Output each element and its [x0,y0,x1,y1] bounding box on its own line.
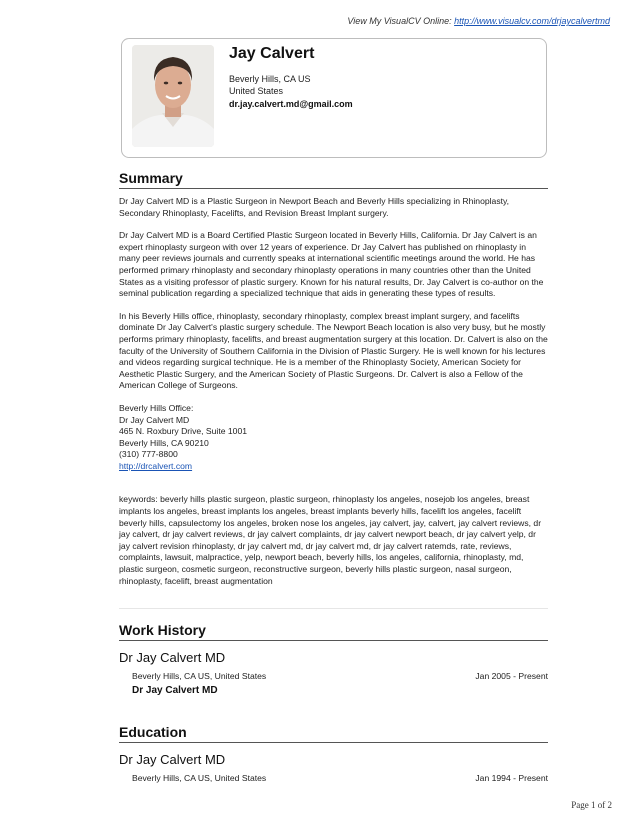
office-website-link[interactable]: http://drcalvert.com [119,460,193,471]
profile-country: United States [229,86,284,96]
education-entry-location: Beverly Hills, CA US, United States [132,773,267,783]
page-number: Page 1 of 2 [571,800,612,810]
section-divider [119,608,548,609]
office-name: Dr Jay Calvert MD [119,414,190,425]
summary-paragraph-3: In his Beverly Hills office, rhinoplasty, secondary rhinoplasty, complex breast implant surgery, and facelifts dominate Dr Jay Calvert's plastic surgery schedule. The Newport Beach location is also very busy, but he mostly performs primary rhinoplasty, facelifts, and breast augmentation surgery at this location. Dr. Calvert is also on the faculty of the University of Southern California in the Division of Plastic Surgery. He is well known for his lectures and videos regarding surgical technique. He is a member of the Rhinoplasty Society, American Society for Aesthetic Plastic Surgery, and the American Society of Plastic Surgeons. Dr. Calvert is also a Fellow of the American College of Surgeons. [119,310,548,391]
office-block [119,403,548,473]
profile-address [229,73,311,97]
summary-paragraph-2: Dr Jay Calvert MD is a Board Certified Plastic Surgeon located in Beverly Hills, California. Dr Jay Calvert is an expert rhinoplasty surgeon with over 12 years of experience. Dr Jay Calvert has published on rhinoplasty in many peer reviews journals and currently speaks at international scientific meetings around the world. He has performed primary rhinoplasty and secondary rhinoplasty operations in many countries other than the United States as a visiting professor of plastic surgery. Known for his natural results, Dr. Jay Calvert is co-author on the seminal publication regarding a specialized technique that aids in generating these types of results. [119,230,544,299]
work-entry-title: Dr Jay Calvert MD [119,650,226,665]
visualcv-link[interactable]: http://www.visualcv.com/drjaycalvertmd [454,16,610,26]
profile-card [121,38,547,158]
education-entry-meta [132,773,548,783]
profile-city: Beverly Hills, CA US [229,74,311,84]
profile-photo [132,45,214,147]
education-entry-dates: Jan 1994 - Present [475,773,548,783]
education-heading: Education [119,724,548,743]
work-entry-position: Dr Jay Calvert MD [132,685,218,696]
office-phone: (310) 777-8800 [119,449,178,460]
education-entry-title: Dr Jay Calvert MD [119,752,226,767]
work-entry-meta [132,671,548,681]
summary-keywords: keywords: beverly hills plastic surgeon, plastic surgeon, rhinoplasty los angeles, nosejob los angeles, breast implants los angeles, breast implants los angeles, breast implants beverly hills, facelift los angeles, facelift beverly hills, capsulectomy los angeles, broken nose los angeles, jay calvert, jay, calvert, jay calvert reviews, dr jay calvert, dr jay calvert reviews, dr jay calvert complaints, dr jay calvert newport beach, dr jay calvert yelp, dr jay calvert revision rhinoplasty, dr jay calvert md, dr jay calvert md, dr jay calvert ratemds, rate, reviews, complaints, lawsuit, malpractice, yelp, newport beach, beverly hills, los angeles, california, rhinoplasty, md, plastic surgeon, cosmetic surgeon, reconstructive surgeon, beverly hills plastic surgeon, nasal surgeon, rhinoplasty, facelift, breast augmentation [119,494,542,586]
visualcv-banner [347,16,610,26]
banner-prefix: View My VisualCV Online: [347,16,452,26]
office-city: Beverly Hills, CA 90210 [119,437,209,448]
summary-heading: Summary [119,170,548,189]
summary-body [119,196,548,598]
work-history-heading: Work History [119,622,548,641]
work-entry-location: Beverly Hills, CA US, United States [132,671,267,681]
work-entry-dates: Jan 2005 - Present [475,671,548,681]
office-label: Beverly Hills Office: [119,402,194,413]
profile-email[interactable]: dr.jay.calvert.md@gmail.com [229,99,353,109]
profile-name: Jay Calvert [229,45,315,62]
office-street: 465 N. Roxbury Drive, Suite 1001 [119,426,248,437]
summary-paragraph-1: Dr Jay Calvert MD is a Plastic Surgeon in Newport Beach and Beverly Hills specializing in Rhinoplasty, Secondary Rhinoplasty, Facelifts, and Revision Breast Implant surgery. [119,196,510,218]
